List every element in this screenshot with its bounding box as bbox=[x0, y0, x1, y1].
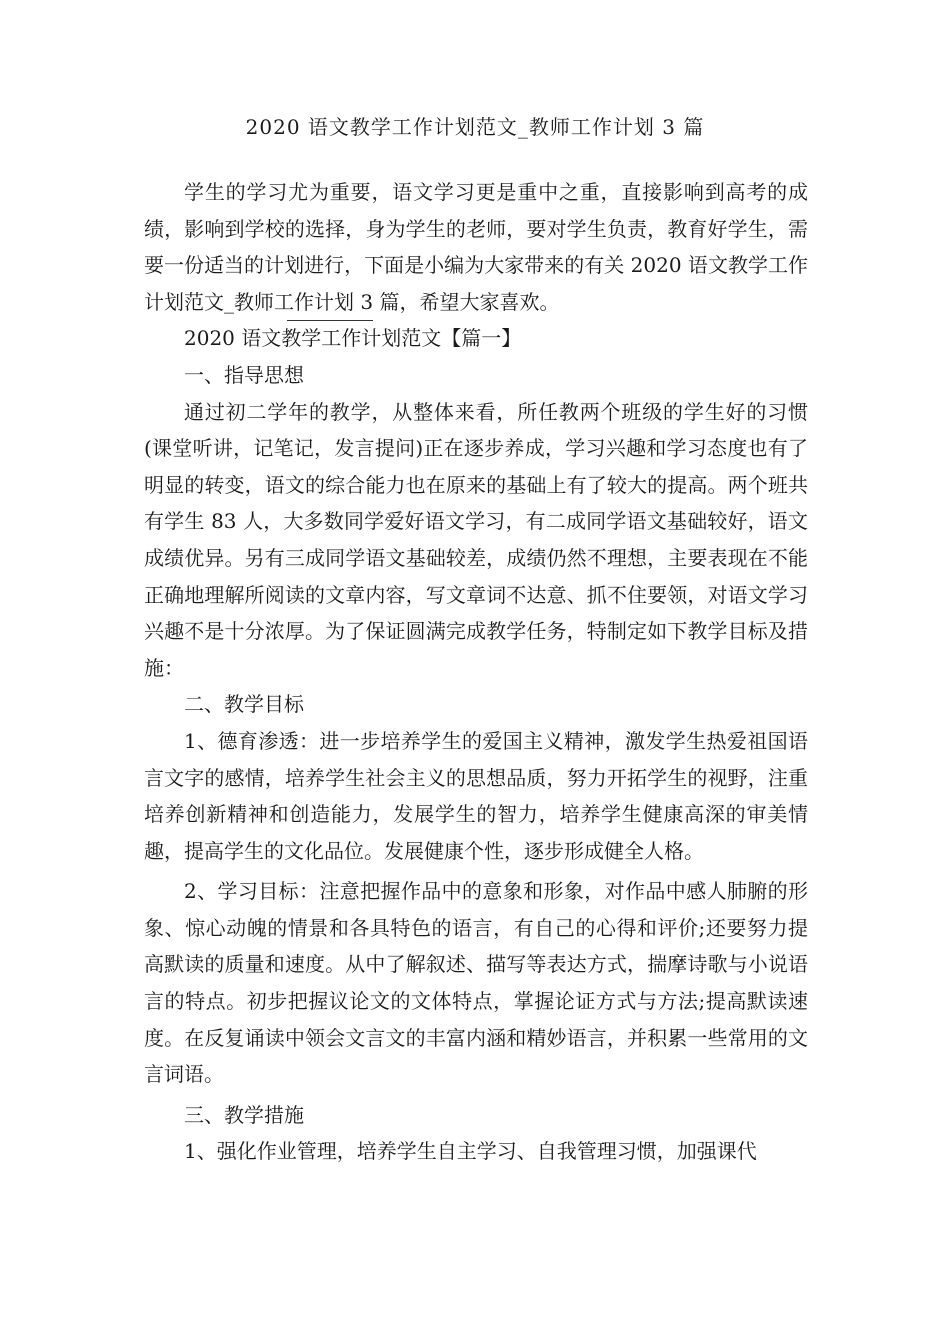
heading-teaching-goals: 二、教学目标 bbox=[184, 692, 304, 717]
paragraph-learning-goals: 2、学习目标：注意把握作品中的意象和形象，对作品中感人肺腑的形象、惊心动魄的情景和各具特色的语言，有自己的心得和评价;还要努力提高默读的质量和速度。从中了解叙述、描写等表达方式，揣摩诗歌与小说语言的特点。初步把握议论文的文体特点，掌握论证方式与方法;提高默读速度。在反复诵读中领会文言文的丰富内涵和精妙语言，并积累一些常用的文言词语。 bbox=[144, 879, 808, 1087]
heading-guiding-ideology: 一、指导思想 bbox=[184, 362, 304, 387]
paragraph-moral-education: 1、德育渗透：进一步培养学生的爱国主义精神，激发学生热爱祖国语言文字的感情，培养学生社会主义的思想品质，努力开拓学生的视野，注重培养创新精神和创造能力，发展学生的智力，培养学生健康高深的审美情趣，提高学生的文化品位。发展健康个性，逐步形成健全人格。 bbox=[144, 728, 808, 863]
document-title: 2020 语文教学工作计划范文_教师工作计划 3 篇 bbox=[245, 115, 705, 139]
document-body bbox=[144, 174, 808, 1170]
paragraph-class-situation: 通过初二学年的教学，从整体来看，所任教两个班级的学生好的习惯(课堂听讲，记笔记，发言提问)正在逐步养成，学习兴趣和学习态度也有了明显的转变，语文的综合能力也在原来的基础上有了较大的提高。两个班共有学生 83 人，大多数同学爱好语文学习，有二成同学语文基础较好，语文成绩优异。另有三成同学语文基础较差，成绩仍然不理想，主要表现在不能正确地理解所阅读的文章内容，写文章词不达意、抓不住要领，对语文学习兴趣不是十分浓厚。为了保证圆满完成教学任务，特制定如下教学目标及措施： bbox=[144, 399, 808, 680]
paragraph-homework-management: 1、强化作业管理，培养学生自主学习、自我管理习惯，加强课代 bbox=[184, 1139, 757, 1164]
heading-teaching-measures: 三、教学措施 bbox=[184, 1102, 304, 1127]
section-heading-part-one: 2020 语文教学工作计划范文【篇一】 bbox=[184, 326, 522, 351]
intro-paragraph: 学生的学习尤为重要，语文学习更是重中之重，直接影响到高考的成绩，影响到学校的选择，身为学生的老师，要对学生负责，教育好学生，需要一份适当的计划进行，下面是小编为大家带来的有关 2020 语文教学工作计划范文_教师工作计划 3 篇，希望大家喜欢。 bbox=[144, 180, 808, 314]
